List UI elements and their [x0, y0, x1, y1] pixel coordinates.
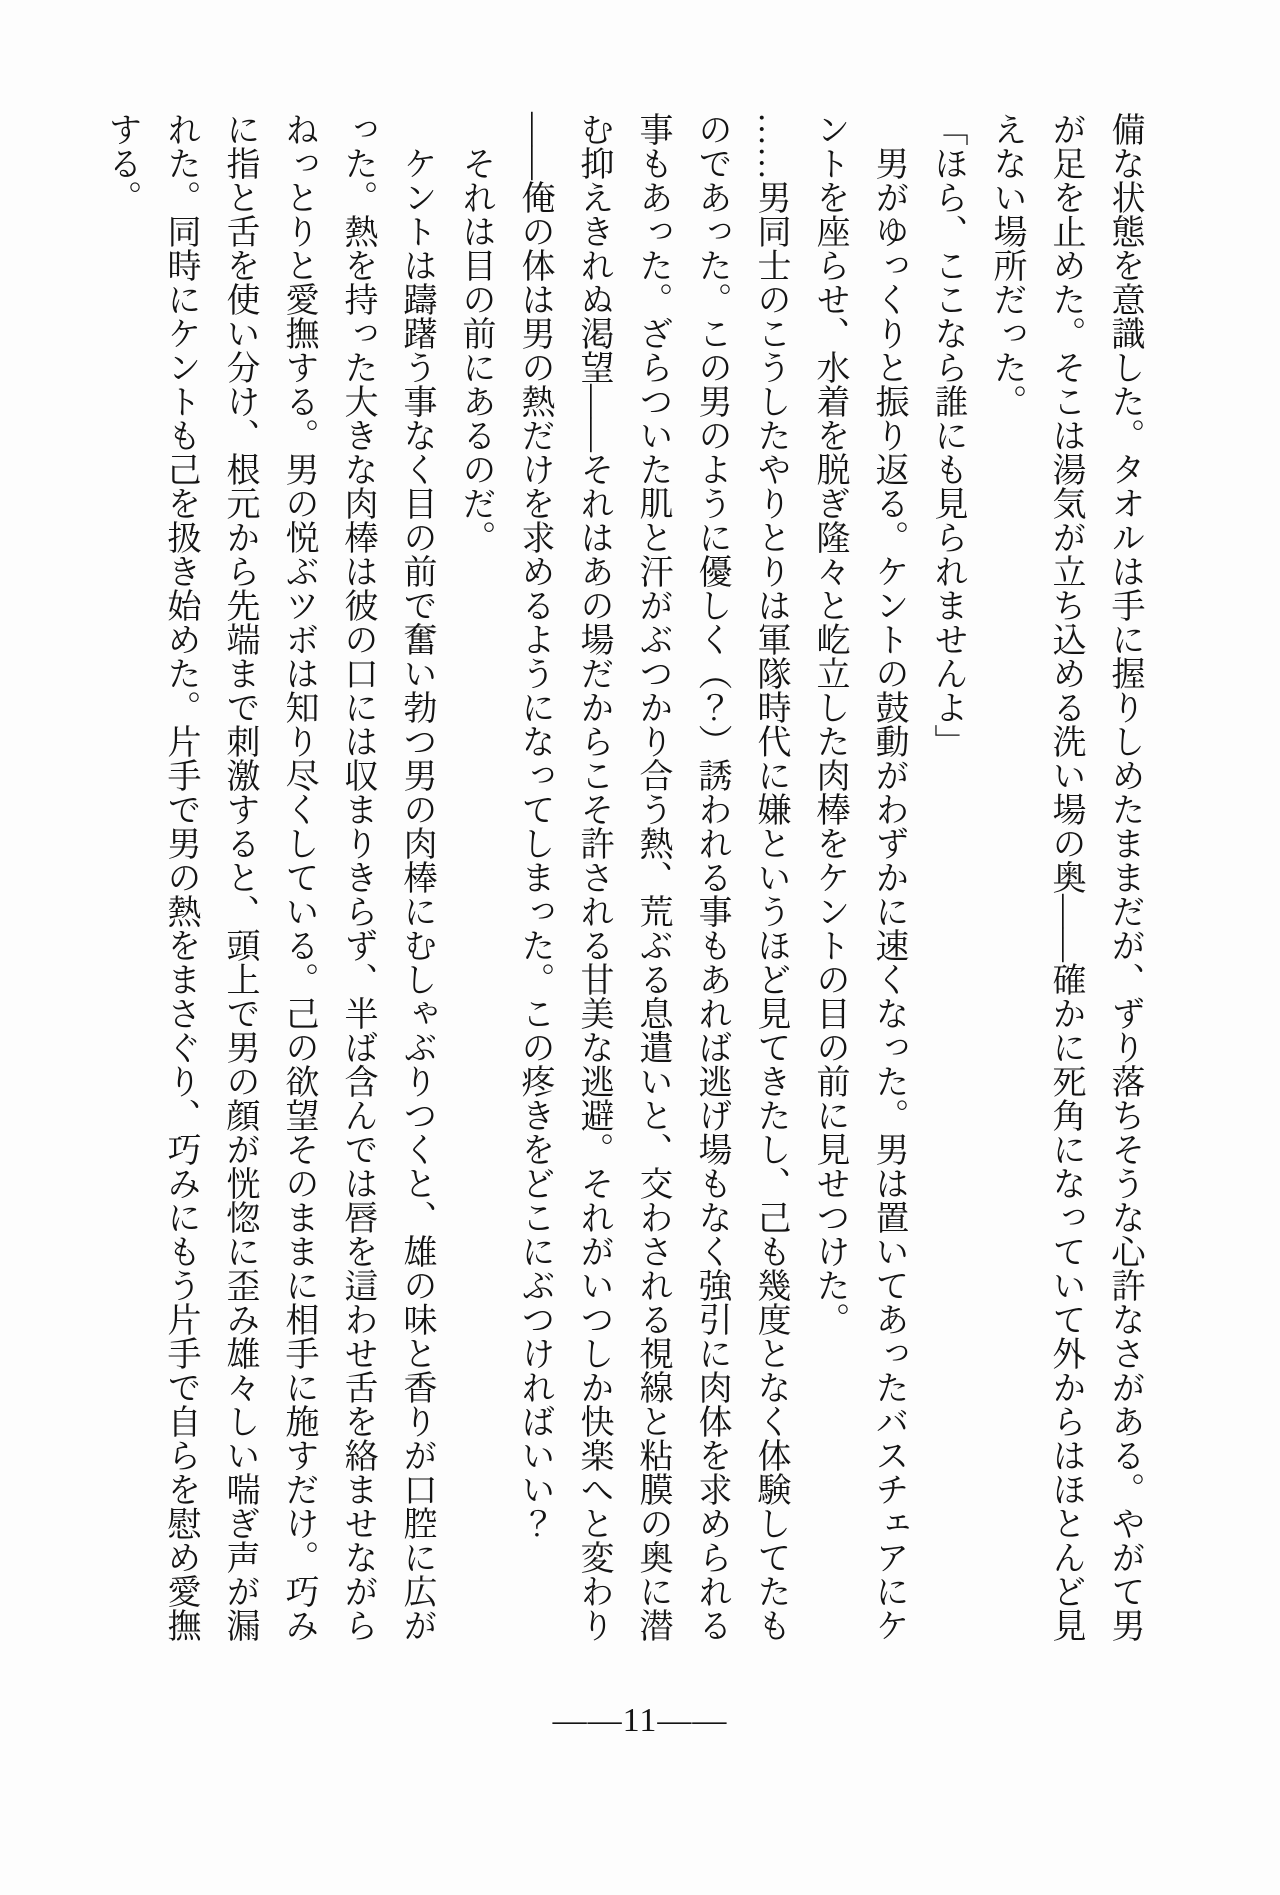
paragraph: それは目の前にあるのだ。: [457, 146, 494, 554]
paragraph: 備な状態を意識した。タオルは手に握りしめたままだが、ずり落ちそうな心許なさがある。やがて男が足を止めた。そこは湯気が立ち込める洗い場の奥――確かに死角になっていて外からはほとんど見えない場所だった。: [988, 112, 1143, 1642]
paragraph: ケントは躊躇う事なく目の前で奮い勃つ男の肉棒にむしゃぶりつくと、雄の味と香りが口腔に広がった。熱を持った大きな肉棒は彼の口には収まりきらず、半ば含んでは唇を這わせ舌を絡ませながらねっとりと愛撫する。男の悦ぶツボは知り尽くしている。己の欲望そのままに相手に施すだけ。巧みに指と舌を使い分け、根元から先端まで刺激すると、頭上で男の顔が恍惚に歪み雄々しい喘ぎ声が漏れた。同時にケントも己を扱き始めた。片手で男の熱をまさぐり、巧みにもう片手で自らを慰め愛撫する。: [103, 112, 435, 1642]
paragraph: 男がゆっくりと振り返る。ケントの鼓動がわずかに速くなった。男は置いてあったバスチェアにケントを座らせ、水着を脱ぎ隆々と屹立した肉棒をケントの目の前に見せつけた。: [811, 112, 907, 1642]
paragraph-dialogue: 「ほら、ここなら誰にも見られませんよ」: [929, 112, 966, 758]
paragraph: ……男同士のこうしたやりとりは軍隊時代に嫌というほど見てきたし、己も幾度となく体験してたものであった。この男のように優しく（？）誘われる事もあれば逃げ場もなく強引に肉体を求められる事もあった。ざらついた肌と汗がぶつかり合う熱、荒ぶる息遣いと、交わされる視線と粘膜の奥に潜む抑えきれぬ渇望――それはあの場だからこそ許される甘美な逃避。それがいつしか快楽へと変わり――俺の体は男の熱だけを求めるようになってしまった。この疼きをどこにぶつければいい？: [516, 112, 789, 1642]
text-block: [92, 112, 1154, 1646]
page-number: ――11――: [552, 1702, 728, 1739]
